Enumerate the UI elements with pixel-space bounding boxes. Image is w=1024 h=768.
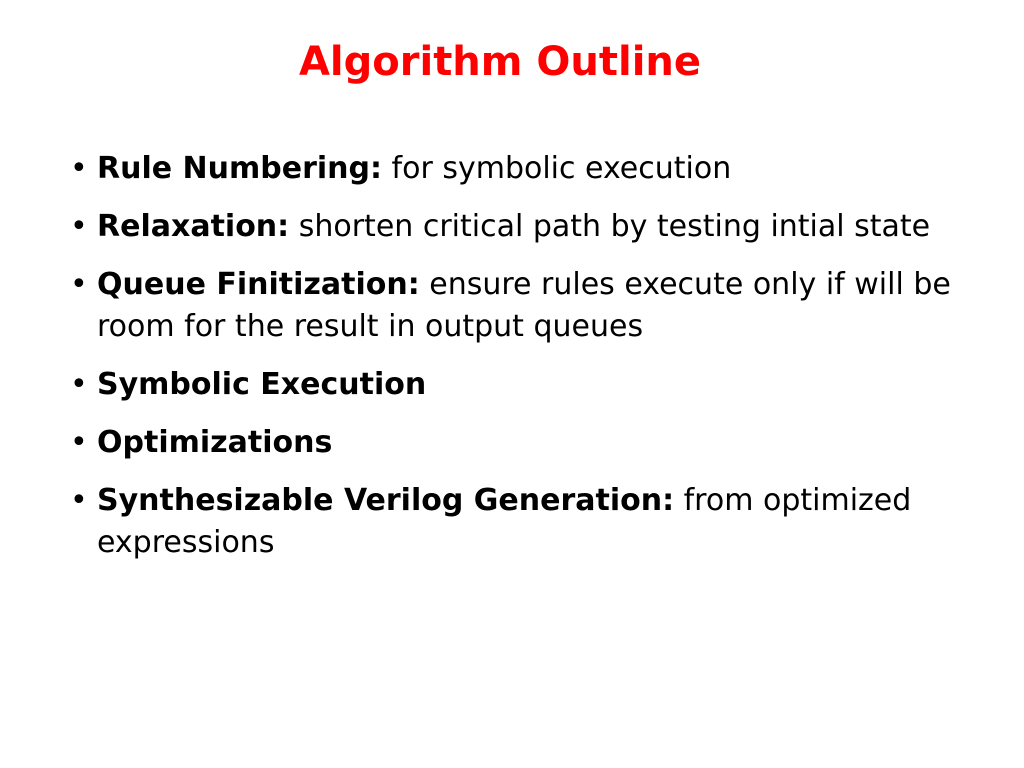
slide-title: Algorithm Outline — [298, 39, 702, 85]
bullet-term: Queue Finitization: — [97, 267, 420, 302]
bullet-item-rule-numbering — [70, 148, 970, 190]
bullet-description: ensure rules execute only if will be room for the result in output queues — [97, 267, 951, 344]
bullet-description: shorten critical path by testing intial state — [298, 209, 931, 244]
bullet-icon: • — [70, 267, 88, 302]
bullet-item-verilog-generation — [70, 480, 970, 564]
bullet-item-optimizations — [70, 422, 970, 464]
bullet-item-relaxation — [70, 206, 970, 248]
bullet-icon: • — [70, 483, 88, 518]
bullet-description: for symbolic execution — [391, 151, 732, 186]
bullet-term: Relaxation: — [97, 209, 290, 244]
bullet-icon: • — [70, 425, 88, 460]
bullet-item-queue-finitization — [70, 264, 970, 348]
bullet-icon: • — [70, 367, 88, 402]
bullet-list — [70, 148, 970, 580]
bullet-term: Optimizations — [97, 425, 333, 460]
bullet-description: from optimized expressions — [97, 483, 912, 560]
bullet-icon: • — [70, 151, 88, 186]
bullet-item-symbolic-execution — [70, 364, 970, 406]
bullet-term: Symbolic Execution — [97, 367, 427, 402]
bullet-term: Rule Numbering: — [97, 151, 382, 186]
bullet-term: Synthesizable Verilog Generation: — [97, 483, 675, 518]
bullet-icon: • — [70, 209, 88, 244]
